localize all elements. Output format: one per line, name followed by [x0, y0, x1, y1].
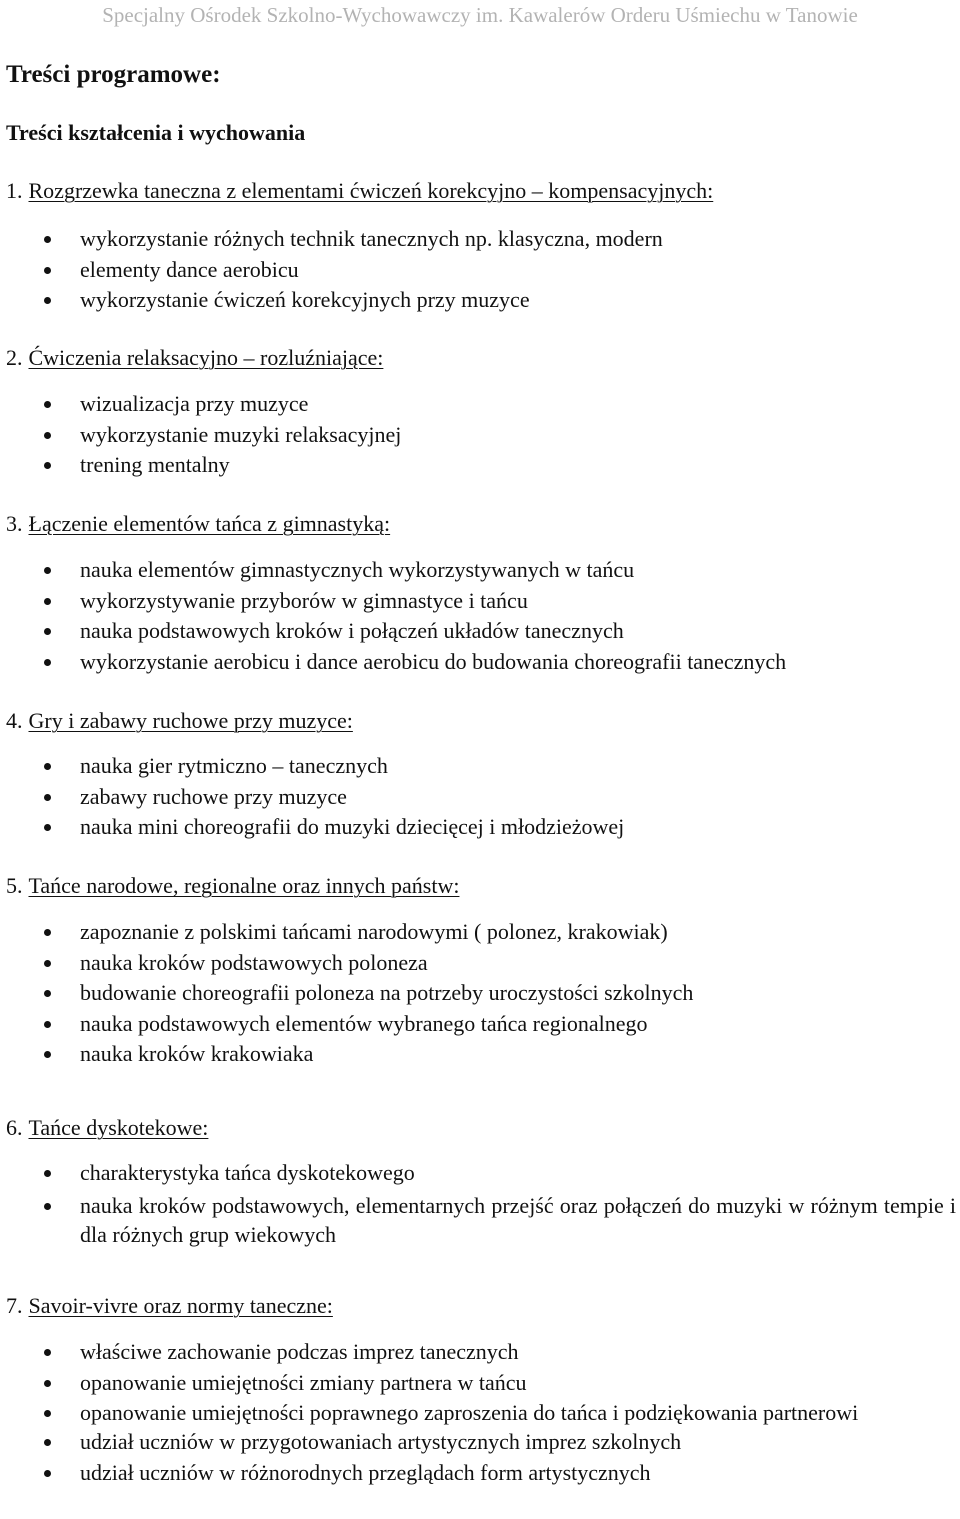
section-1-title — [6, 177, 713, 205]
section-heading: Ćwiczenia relaksacyjno – rozluźniające: — [28, 345, 384, 370]
list-item: właściwe zachowanie podczas imprez tanecznych — [0, 1337, 960, 1368]
list-item: wykorzystanie ćwiczeń korekcyjnych przy muzyce — [0, 285, 960, 316]
list-item: opanowanie umiejętności poprawnego zaproszenia do tańca i podziękowania partnerowi — [0, 1398, 960, 1427]
list-item: wykorzystanie różnych technik tanecznych np. klasyczna, modern — [0, 224, 960, 255]
section-5-title — [6, 872, 459, 900]
section-number: 6. — [6, 1115, 23, 1140]
section-number: 4. — [6, 708, 23, 733]
section-heading: Tańce narodowe, regionalne oraz innych państw: — [28, 873, 460, 898]
list-item: udział uczniów w różnorodnych przeglądach form artystycznych — [0, 1458, 960, 1489]
list-item: wykorzystanie muzyki relaksacyjnej — [0, 420, 960, 451]
section-heading: Savoir-vivre oraz normy taneczne: — [28, 1293, 333, 1318]
list-item: trening mentalny — [0, 450, 960, 481]
page-subtitle: Treści kształcenia i wychowania — [6, 120, 306, 145]
list-item: udział uczniów w przygotowaniach artystycznych imprez szkolnych — [0, 1427, 960, 1458]
section-heading: Rozgrzewka taneczna z elementami ćwiczeń korekcyjno – kompensacyjnych: — [28, 178, 714, 203]
page-header: Specjalny Ośrodek Szkolno-Wychowawczy im. Kawalerów Orderu Uśmiechu w Tanowie — [102, 3, 858, 27]
section-6-title — [6, 1114, 208, 1142]
list-item: nauka kroków podstawowych, elementarnych przejść oraz połączeń do muzyki w różnym tempie i dla różnych grup wiekowych — [0, 1191, 960, 1249]
section-heading: Tańce dyskotekowe: — [28, 1115, 209, 1140]
list-item: wizualizacja przy muzyce — [0, 389, 960, 420]
section-number: 2. — [6, 345, 23, 370]
section-1-list — [0, 224, 960, 316]
section-3-title — [6, 510, 390, 538]
list-item: charakterystyka tańca dyskotekowego — [0, 1158, 960, 1189]
section-6-list — [0, 1158, 960, 1249]
page-title: Treści programowe: — [6, 61, 221, 88]
list-item: elementy dance aerobicu — [0, 255, 960, 286]
section-number: 7. — [6, 1293, 23, 1318]
section-number: 1. — [6, 178, 23, 203]
section-7-list — [0, 1337, 960, 1488]
section-number: 3. — [6, 511, 23, 536]
list-item: nauka gier rytmiczno – tanecznych — [0, 751, 960, 782]
list-item: opanowanie umiejętności zmiany partnera w tańcu — [0, 1368, 960, 1399]
section-4-list — [0, 751, 960, 843]
section-7-title — [6, 1292, 333, 1320]
list-item: budowanie choreografii poloneza na potrzeby uroczystości szkolnych — [0, 978, 960, 1009]
section-heading: Gry i zabawy ruchowe przy muzyce: — [28, 708, 353, 733]
list-item: wykorzystywanie przyborów w gimnastyce i tańcu — [0, 586, 960, 617]
section-2-title — [6, 344, 383, 372]
section-5-list — [0, 917, 960, 1070]
list-item: zabawy ruchowe przy muzyce — [0, 782, 960, 813]
section-number: 5. — [6, 873, 23, 898]
list-item: nauka kroków podstawowych poloneza — [0, 948, 960, 979]
list-item: wykorzystanie aerobicu i dance aerobicu do budowania choreografii tanecznych — [0, 647, 960, 678]
list-item: nauka podstawowych elementów wybranego tańca regionalnego — [0, 1009, 960, 1040]
list-item: nauka mini choreografii do muzyki dziecięcej i młodzieżowej — [0, 812, 960, 843]
list-item: nauka kroków krakowiaka — [0, 1039, 960, 1070]
list-item: nauka elementów gimnastycznych wykorzystywanych w tańcu — [0, 555, 960, 586]
list-item: nauka podstawowych kroków i połączeń układów tanecznych — [0, 616, 960, 647]
list-item: zapoznanie z polskimi tańcami narodowymi ( polonez, krakowiak) — [0, 917, 960, 948]
section-2-list — [0, 389, 960, 481]
section-3-list — [0, 555, 960, 677]
section-4-title — [6, 707, 353, 735]
section-heading: Łączenie elementów tańca z gimnastyką: — [28, 511, 391, 536]
